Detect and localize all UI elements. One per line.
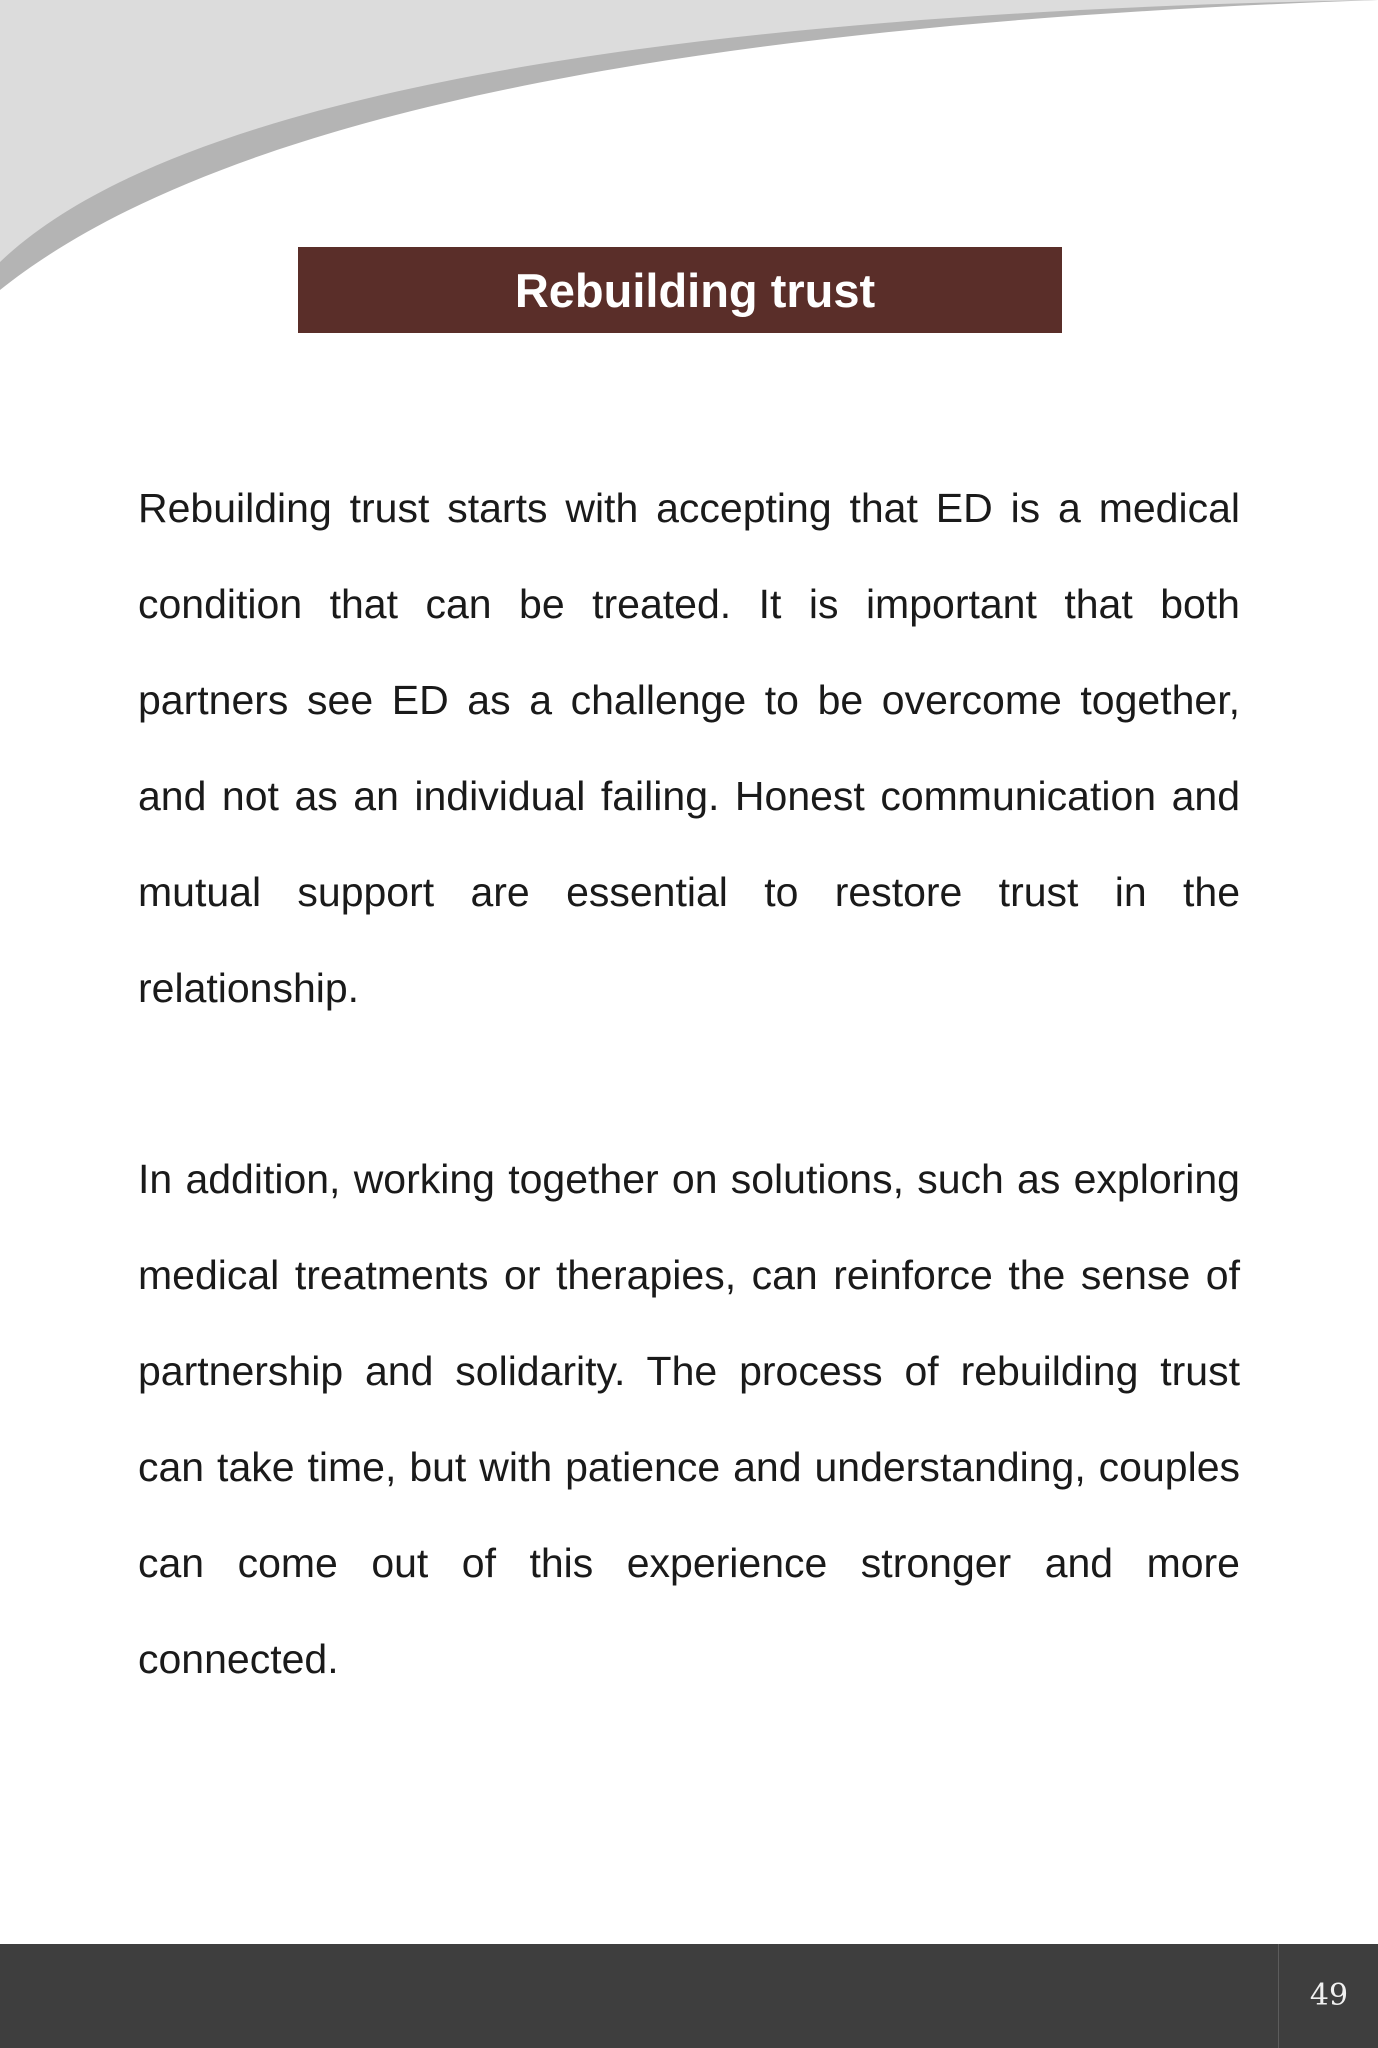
body-paragraph-2: In addition, working together on solutions, such as exploring medical treatments or therapies, can reinforce the sense of partnership and solidarity. The process of rebuilding trust can take time, but with patience and understanding, couples can come out of this experience stronger and more connected. [138,1156,1240,1682]
page-number: 49 [1309,1978,1349,2013]
page-footer [0,1944,1378,2048]
page-title: Rebuilding trust [514,263,876,317]
body-paragraph-1: Rebuilding trust starts with accepting that ED is a medical condition that can be treated. It is important that both partners see ED as a challenge to be overcome together, and not as an individual failing. Honest communication and mutual support are essential to restore trust in the relationship. [138,485,1240,1011]
section-title-banner [298,247,1062,333]
swoosh-light-fill [0,0,1378,262]
page-number-box [1278,1944,1378,2048]
